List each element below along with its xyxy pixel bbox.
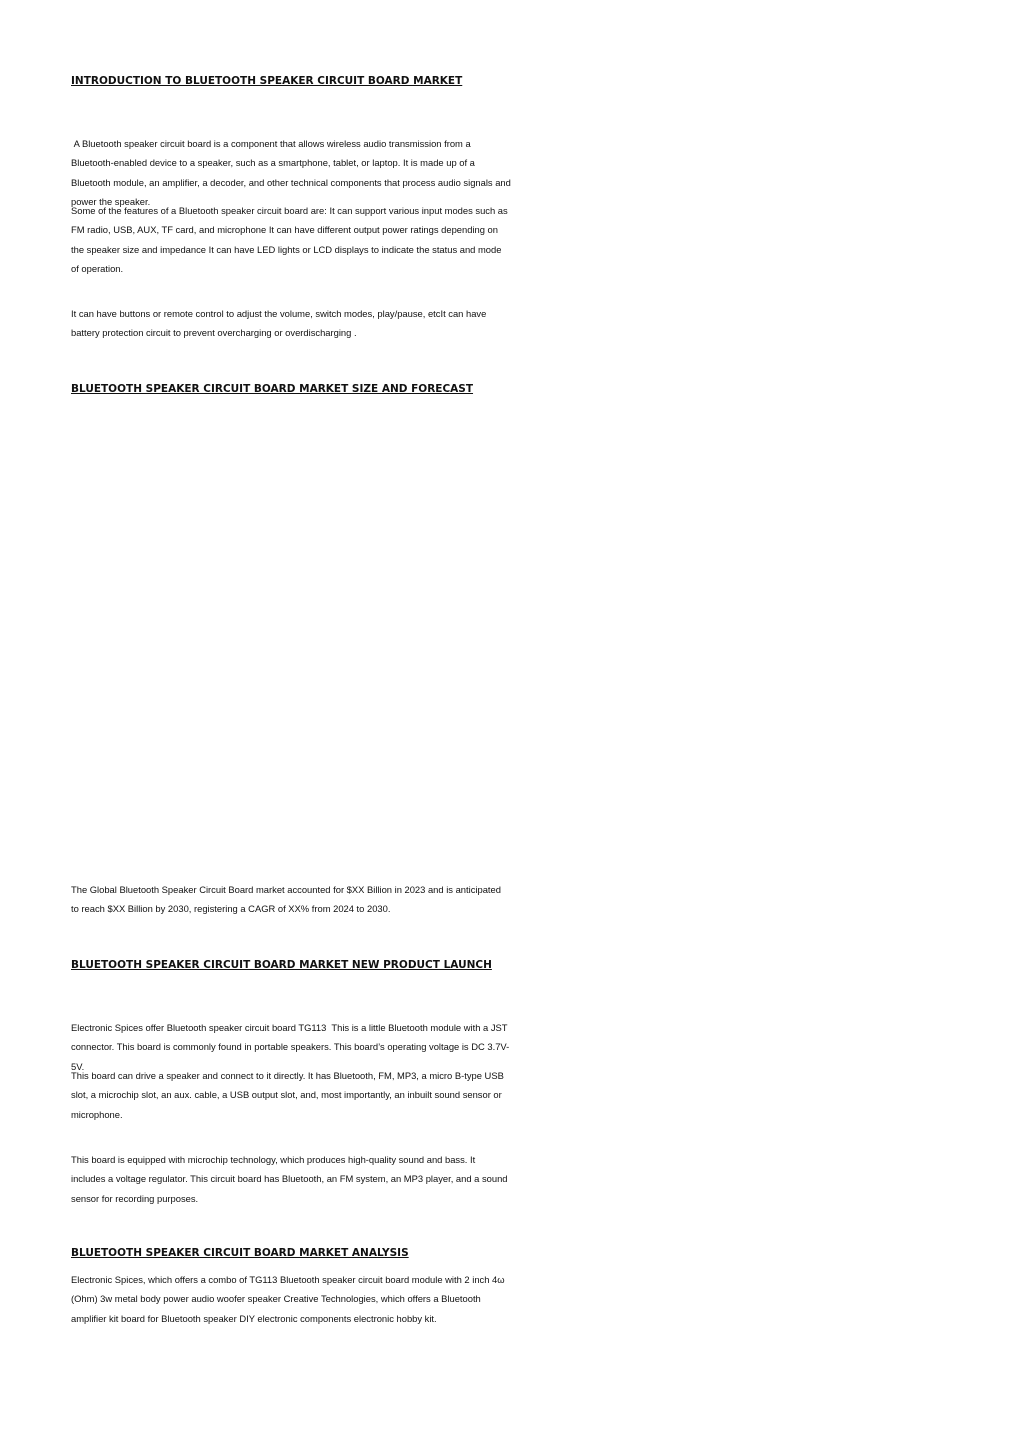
intro-paragraph-2-block <box>71 201 511 278</box>
intro-paragraph-1: A Bluetooth speaker circuit board is a component that allows wireless audio transmission from a Bluetooth-enabled device to a speaker, such as a smartphone, tablet, or laptop. It is made up of a Bluetooth module, an amplifier, a decoder, and other technical components that process audio signals and power the speaker. <box>71 138 514 207</box>
launch-paragraph-2: This board can drive a speaker and connect to it directly. It has Bluetooth, FM, MP3, a micro B-type USB slot, a microchip slot, an aux. cable, a USB output slot, and, most importantly, an inbuilt sound sensor or microphone. <box>71 1070 504 1120</box>
intro-paragraph-3-block <box>71 304 511 343</box>
analysis-paragraph-block <box>71 1270 511 1328</box>
launch-paragraph-3: This board is equipped with microchip technology, which produces high-quality sound and bass. It includes a voltage regulator. This circuit board has Bluetooth, an FM system, an MP3 player, and a sound sensor for recording purposes. <box>71 1154 508 1204</box>
intro-heading-block <box>71 74 511 88</box>
launch-heading: BLUETOOTH SPEAKER CIRCUIT BOARD MARKET NEW PRODUCT LAUNCH <box>71 959 492 971</box>
intro-paragraph-2: Some of the features of a Bluetooth speaker circuit board are: It can support various input modes such as FM radio, USB, AUX, TF card, and microphone It can have different output power ratings depending on the speaker size and impedance It can have LED lights or LCD displays to indicate the status and mode of operation. <box>71 205 508 274</box>
intro-paragraph-3: It can have buttons or remote control to adjust the volume, switch modes, play/pause, etcIt can have battery protection circuit to prevent overcharging or overdischarging . <box>71 308 487 339</box>
analysis-heading: BLUETOOTH SPEAKER CIRCUIT BOARD MARKET ANALYSIS <box>71 1247 409 1259</box>
size-paragraph: The Global Bluetooth Speaker Circuit Board market accounted for $XX Billion in 2023 and is anticipated to reach $XX Billion by 2030, registering a CAGR of XX% from 2024 to 2030. <box>71 884 501 915</box>
intro-heading: INTRODUCTION TO BLUETOOTH SPEAKER CIRCUIT BOARD MARKET <box>71 75 463 87</box>
blank-figure-area <box>71 402 511 872</box>
size-heading: BLUETOOTH SPEAKER CIRCUIT BOARD MARKET SIZE AND FORECAST <box>71 383 474 395</box>
launch-paragraph-1: Electronic Spices offer Bluetooth speaker circuit board TG113 This is a little Bluetooth module with a JST connector. This board is commonly found in portable speakers. This board’s operating voltage is DC 3.7V-5V. <box>71 1022 510 1072</box>
launch-paragraph-3-block <box>71 1150 511 1208</box>
analysis-paragraph: Electronic Spices, which offers a combo of TG113 Bluetooth speaker circuit board module with 2 inch 4ω (Ohm) 3w metal body power audio woofer speaker Creative Technologies, which offers a Bluetooth amplifier kit board for Bluetooth speaker DIY electronic components electronic hobby kit. <box>71 1274 505 1324</box>
analysis-heading-block <box>71 1246 511 1260</box>
size-heading-block <box>71 382 511 396</box>
launch-heading-block <box>71 958 511 972</box>
launch-paragraph-2-block <box>71 1066 511 1124</box>
size-paragraph-block <box>71 880 511 919</box>
